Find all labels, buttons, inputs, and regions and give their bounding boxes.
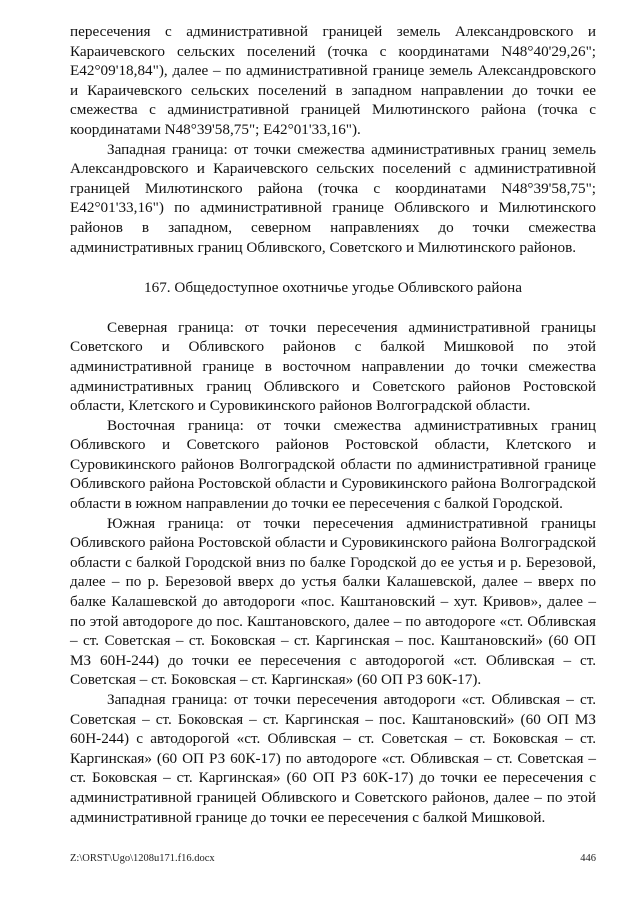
footer-page-number: 446	[580, 853, 596, 864]
paragraph-southern-border: Южная граница: от точки пересечения административной границы Обливского района Ростовской области и Суровикинского района Волгоградской области с балкой Городской вниз по балке Городской до ее устья и р. Березовой, далее – по р. Березовой вверх до устья балки Калашевской, далее – вверх по балке Калашевской до автодороги «пос. Каштановский – хут. Кривов», далее – по этой автодороге до пос. Каштановского, далее – по автодороге «ст. Обливская – ст. Советская – ст. Боковская – ст. Каргинская – пос. Каштановский» (60 ОП МЗ 60Н-244) до точки ее пересечения с автодорогой «ст. Обливская – ст. Советская – ст. Боковская – ст. Каргинская» (60 ОП РЗ 60К-17).	[70, 514, 596, 689]
paragraph-northern-border: Северная граница: от точки пересечения административной границы Советского и Обливского районов с балкой Мишковой по этой административной границе в восточном направлении до точки смежества административных границ Обливского и Советского районов Ростовской области, Клетского и Суровикинского районов Волгоградской области.	[70, 318, 596, 415]
page-footer	[70, 853, 596, 867]
paragraph-continuation: пересечения с административной границей земель Александровского и Караичевского сельских поселений (точка с координатами N48°40'29,26"; E42°09'18,84"), далее – по административной границе земель Александровского и Караичевского сельских поселений в западном направлении до точки ее смежества с административной границей Милютинского района (точка с координатами N48°39'58,75"; E42°01'33,16").	[70, 23, 596, 138]
footer-file-path: Z:\ORST\Ugo\1208u171.f16.docx	[70, 853, 215, 864]
document-page	[70, 22, 596, 827]
section-title: 167. Общедоступное охотничье угодье Обливского района	[144, 279, 522, 297]
paragraph-western-border-prev: Западная граница: от точки смежества административных границ земель Александровского и Караичевского сельских поселений с административной границей Милютинского района (точка с координатами N48°39'58,75"; E42°01'33,16") по административной границе Обливского и Милютинского районов в западном, северном направлениях до точки смежества административных границ Обливского, Советского и Милютинского районов.	[70, 140, 596, 256]
paragraph-eastern-border: Восточная граница: от точки смежества административных границ Обливского и Советского районов Ростовской области, Клетского и Суровикинского районов Волгоградской области по административной границе Обливского района Ростовской области и Суровикинского района Волгоградской области в южном направлении до точки ее пересечения с балкой Городской.	[70, 416, 596, 513]
paragraph-western-border: Западная граница: от точки пересечения автодороги «ст. Обливская – ст. Советская – ст. Боковская – ст. Каргинская – пос. Каштановский» (60 ОП МЗ 60Н-244) с автодорогой «ст. Обливская – ст. Советская – ст. Боковская – ст. Каргинская» (60 ОП РЗ 60К-17) по автодороге «ст. Обливская – ст. Советская – ст. Боковская – ст. Каргинская» (60 ОП РЗ 60К-17) до точки ее пересечения с административной границей Обливского и Советского районов, далее – по этой административной границе до точки ее пересечения с балкой Мишковой.	[70, 691, 596, 826]
